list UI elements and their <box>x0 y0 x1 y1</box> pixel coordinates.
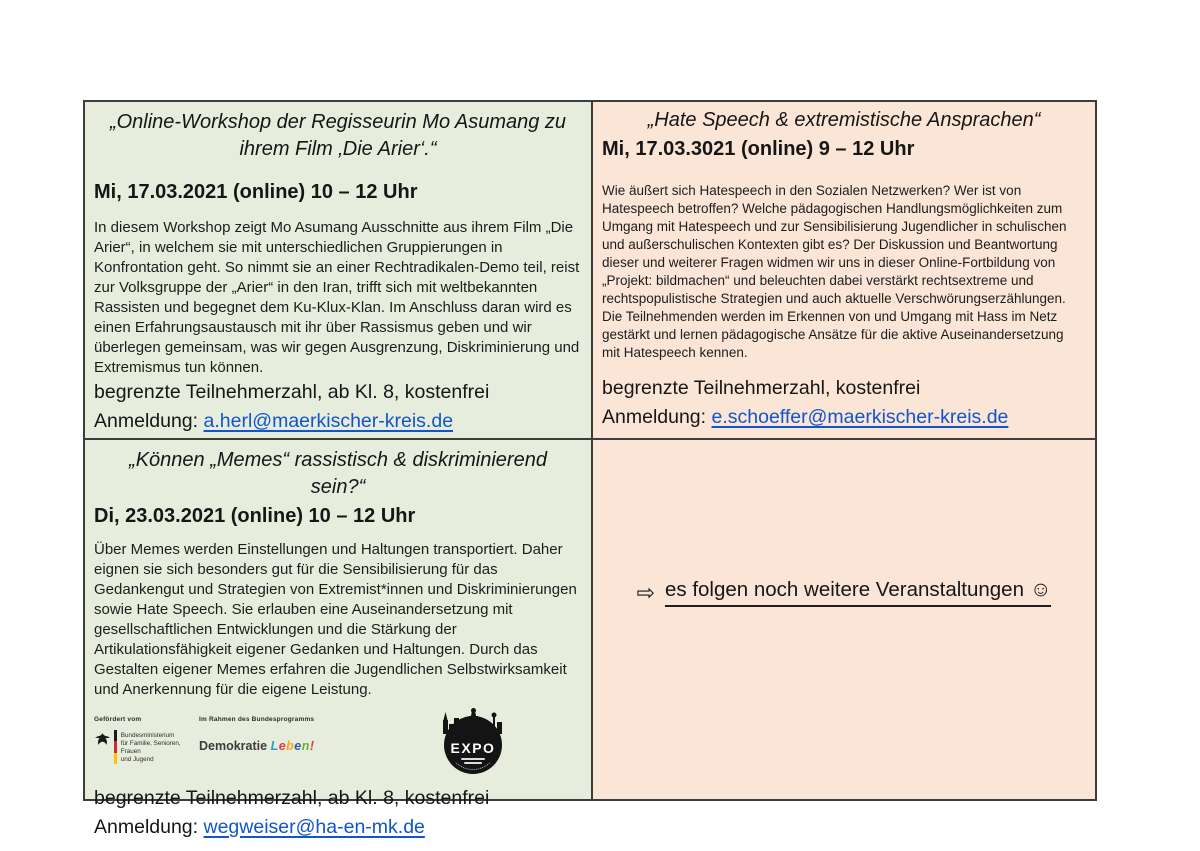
event-footer-hatespeech <box>602 374 1086 434</box>
ministry-line: und Jugend <box>120 756 154 763</box>
event-description-memes: Über Memes werden Einstellungen und Haltungen transportiert. Daher eignen sie sich besonders gut für die Sensibilisierung für das Gedankengut und Strategien von Extremist*innen und Diskriminierungen sowie Hate Speech. Sie erlauben eine Auseinandersetzung mit gesellschaftlichen Entwicklungen und die Stärkung der Artikulationsfähigkeit eigener Gedanken und Haltungen. Durch das Gestalten eigener Memes erfahren die Jugendlichen Selbstwirksamkeit und Anerkennung für die eigene Leistung. <box>94 541 577 698</box>
events-table <box>83 100 1097 838</box>
demokratie-word: Demokratie <box>199 739 271 753</box>
event-card-memes <box>85 440 593 838</box>
registration-line <box>94 407 582 436</box>
demokratie-leben-logo <box>199 716 333 753</box>
more-events-text <box>665 578 1051 607</box>
participants-note: begrenzte Teilnehmerzahl, ab Kl. 8, kostenfrei <box>94 787 490 809</box>
event-card-hatespeech <box>593 102 1095 440</box>
bmfsfj-logo-body <box>94 730 196 764</box>
event-title-memes: „Können „Memes“ rassistisch & diskriminierend sein?“ <box>129 449 547 498</box>
participants-note: begrenzte Teilnehmerzahl, ab Kl. 8, kostenfrei <box>94 381 490 403</box>
smiley-icon: ☺ <box>1030 578 1052 601</box>
event-title-arier: „Online-Workshop der Regisseurin Mo Asumang zu ihrem Film ‚Die Arier‘.“ <box>109 111 567 160</box>
expo-logo <box>441 708 505 776</box>
expo-subtext-decoration <box>464 762 482 764</box>
federal-eagle-icon <box>94 732 111 747</box>
registration-email-link[interactable]: e.schoeffer@maerkischer-kreis.de <box>711 406 1009 428</box>
more-events-label: es folgen noch weitere Veranstaltungen <box>664 578 1024 601</box>
expo-circle <box>444 716 502 774</box>
event-footer-memes <box>94 784 582 844</box>
tricolor-bar-icon <box>114 730 117 764</box>
funder-caption: Gefördert vom <box>94 716 142 723</box>
event-description-hatespeech: Wie äußert sich Hatespeech in den Sozialen Netzwerken? Wer ist von Hatespeech betroffen? Welche pädagogischen Handlungsmöglichkeiten zum Umgang mit Hatespeech und zur Sensibilisierung Jugendlicher in schulischen und außerschulischen Kontexten gibt es? Der Diskussion und Beantwortung dieser und weiterer Fragen widmen wir uns in dieser Online-Fortbildung von „Projekt: bildmachen“ und beleuchten dabei verstärkt rechtsextreme und rechtspopulistische Strategien und auch aktuelle Verschwörungserzählungen. Die Teilnehmenden werden im Erkennen von und Umgang mit Hass im Netz gestärkt und lernen pädagogische Ansätze für die aktive Auseinandersetzung mit Hatespeech kennen. <box>602 183 1067 360</box>
event-datetime-hatespeech: Mi, 17.03.3021 (online) 9 – 12 Uhr <box>602 138 915 160</box>
funding-logos <box>94 716 582 784</box>
bmfsfj-logo <box>94 716 196 764</box>
registration-label: Anmeldung: <box>94 816 204 838</box>
registration-line <box>602 403 1086 432</box>
more-events-line <box>637 578 1052 607</box>
expo-subtext-decoration <box>461 758 485 760</box>
more-events-cell <box>593 440 1095 799</box>
leben-colored-word: Leben! <box>270 739 315 753</box>
program-caption: Im Rahmen des Bundesprogramms <box>199 716 315 723</box>
registration-email-link[interactable]: a.herl@maerkischer-kreis.de <box>203 410 454 432</box>
event-title-hatespeech: „Hate Speech & extremistische Ansprachen“ <box>647 109 1041 131</box>
ministry-name <box>121 730 196 764</box>
ministry-line: für Familie, Senioren, Frauen <box>120 740 181 755</box>
registration-label: Anmeldung: <box>94 410 204 432</box>
demokratie-leben-wordmark <box>199 739 333 753</box>
registration-line <box>94 813 582 842</box>
arrow-right-icon: ⇨ <box>636 579 655 605</box>
ministry-line: Bundesministerium <box>120 732 175 739</box>
participants-note: begrenzte Teilnehmerzahl, kostenfrei <box>602 377 921 399</box>
event-datetime-memes: Di, 23.03.2021 (online) 10 – 12 Uhr <box>94 505 416 527</box>
registration-label: Anmeldung: <box>602 406 712 428</box>
registration-email-link[interactable]: wegweiser@ha-en-mk.de <box>203 816 425 838</box>
expo-wordmark: EXPO <box>450 740 496 756</box>
event-datetime-arier: Mi, 17.03.2021 (online) 10 – 12 Uhr <box>94 181 418 203</box>
event-description-arier: In diesem Workshop zeigt Mo Asumang Ausschnitte aus ihrem Film „Die Arier“, in welchem sie mit unterschiedlichen Gruppierungen in Konfrontation geht. So nimmt sie an einer Rechtradikalen-Demo teil, reist zur Volksgruppe der „Arier“ in den Iran, trifft sich mit weltbekannten Rassisten und begegnet dem Ku-Klux-Klan. Im Anschluss daran wird es einen Erfahrungsaustausch mit ihr über Rassismus geben und wir überlegen gemeinsam, was wir gegen Ausgrenzung, Diskriminierung und Extremismus tun können. <box>94 219 580 376</box>
event-card-arier-workshop <box>85 102 593 440</box>
event-footer-arier <box>94 378 582 438</box>
